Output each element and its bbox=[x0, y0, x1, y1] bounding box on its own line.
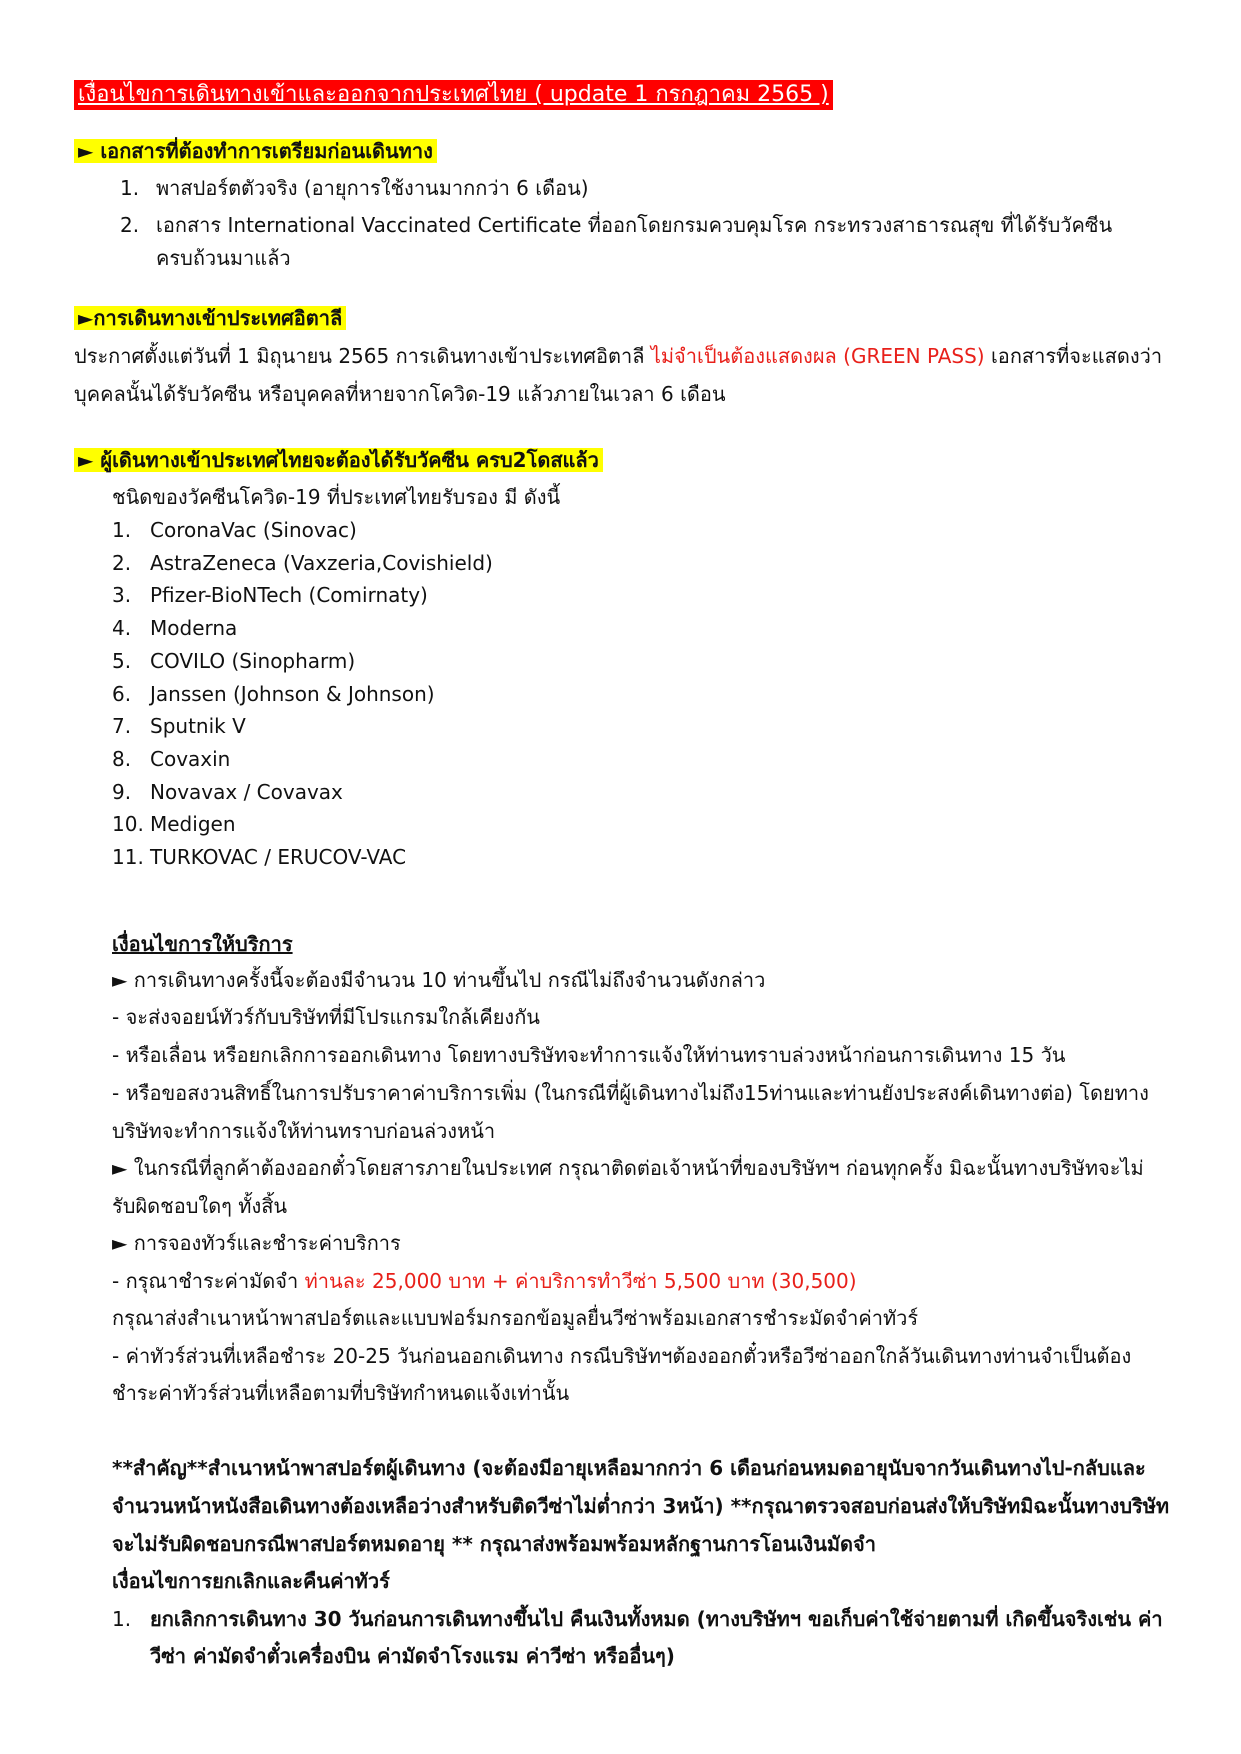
vaccine-item-num: 8. bbox=[112, 747, 132, 771]
service-line-6: ► ในกรณีที่ลูกค้าต้องออกตั๋วโดยสารภายในประเทศ กรุณาติดต่อเจ้าหน้าที่ของบริษัทฯ ก่อนทุกครั้ง มิฉะนั้นทางบริษัทจะไม่ bbox=[112, 1156, 1144, 1180]
service-line-9-pre: - กรุณาชำระค่ามัดจำ bbox=[112, 1269, 305, 1293]
docs-item-2-num: 2. bbox=[120, 213, 140, 237]
vaccine-heading: ► ผู้เดินทางเข้าประเทศไทยจะต้องได้รับวัคซีน ครบ2โดสแล้ว bbox=[74, 448, 603, 472]
cancel-heading: เงื่อนไขการยกเลิกและคืนค่าทัวร์ bbox=[112, 1569, 390, 1593]
service-line-12: ชำระค่าทัวร์ส่วนที่เหลือตามที่บริษัทกำหนดแจ้งเท่านั้น bbox=[112, 1381, 570, 1405]
page-title: เงื่อนไขการเดินทางเข้าและออกจากประเทศไทย ( update 1 กรกฎาคม 2565 ) bbox=[74, 80, 833, 110]
vaccine-item: COVILO (Sinopharm) bbox=[150, 649, 356, 673]
vaccine-item: Novavax / Covavax bbox=[150, 780, 343, 804]
cancel-item-1-line-1: ยกเลิกการเดินทาง 30 วันก่อนการเดินทางขึ้นไป คืนเงินทั้งหมด (ทางบริษัทฯ ขอเก็บค่าใช้จ่ายตามที่ เกิดขึ้นจริงเช่น ค่า bbox=[150, 1607, 1163, 1631]
docs-heading: ► เอกสารที่ต้องทำการเตรียมก่อนเดินทาง bbox=[74, 139, 437, 163]
vaccine-item-num: 10. bbox=[112, 812, 144, 836]
vaccine-item: Medigen bbox=[150, 812, 236, 836]
vaccine-item: TURKOVAC / ERUCOV-VAC bbox=[150, 845, 407, 869]
service-line-2: - จะส่งจอยน์ทัวร์กับบริษัทที่มีโปรแกรมใกล้เคียงกัน bbox=[112, 1005, 540, 1029]
service-line-10: กรุณาส่งสำเนาหน้าพาสปอร์ตและแบบฟอร์มกรอกข้อมูลยื่นวีซ่าพร้อมเอกสารชำระมัดจำค่าทัวร์ bbox=[112, 1306, 919, 1330]
docs-item-2-text: เอกสาร International Vaccinated Certificate ที่ออกโดยกรมควบคุมโรค กระทรวงสาธารณสุข ที่ได้รับวัคซีน bbox=[156, 213, 1113, 237]
service-line-9 bbox=[112, 1266, 857, 1296]
vaccine-item-num: 7. bbox=[112, 714, 132, 738]
vaccine-item: Moderna bbox=[150, 616, 238, 640]
vaccine-item-num: 6. bbox=[112, 682, 132, 706]
vaccine-item-num: 2. bbox=[112, 551, 132, 575]
docs-item-1-text: พาสปอร์ตตัวจริง (อายุการใช้งานมากกว่า 6 เดือน) bbox=[156, 176, 589, 200]
italy-line-1 bbox=[74, 341, 1162, 371]
service-line-7: รับผิดชอบใดๆ ทั้งสิ้น bbox=[112, 1194, 288, 1218]
service-line-8: ► การจองทัวร์และชำระค่าบริการ bbox=[112, 1231, 401, 1255]
vaccine-item-num: 4. bbox=[112, 616, 132, 640]
service-heading: เงื่อนไขการให้บริการ bbox=[112, 932, 293, 956]
vaccine-item-num: 9. bbox=[112, 780, 132, 804]
vaccine-item: AstraZeneca (Vaxzeria,Covishield) bbox=[150, 551, 493, 575]
deposit-amount: ท่านละ 25,000 บาท + ค่าบริการทำวีซ่า 5,500 บาท (30,500) bbox=[304, 1269, 857, 1293]
italy-heading: ►การเดินทางเข้าประเทศอิตาลี bbox=[74, 306, 346, 330]
service-line-11: - ค่าทัวร์ส่วนที่เหลือชำระ 20-25 วันก่อนออกเดินทาง กรณีบริษัทฯต้องออกตั๋วหรือวีซ่าออกใกล้วันเดินทางท่านจำเป็นต้อง bbox=[112, 1344, 1132, 1368]
vaccine-item: Covaxin bbox=[150, 747, 231, 771]
vaccine-item: Janssen (Johnson & Johnson) bbox=[150, 682, 435, 706]
docs-item-2-cont: ครบถ้วนมาแล้ว bbox=[156, 246, 291, 270]
service-line-4: - หรือขอสงวนสิทธิ์ในการปรับราคาค่าบริการเพิ่ม (ในกรณีที่ผู้เดินทางไม่ถึง15ท่านและท่านยังประสงค์เดินทางต่อ) โดยทาง bbox=[112, 1081, 1149, 1105]
service-line-3: - หรือเลื่อน หรือยกเลิกการออกเดินทาง โดยทางบริษัทจะทำการแจ้งให้ท่านทราบล่วงหน้าก่อนการเดินทาง 15 วัน bbox=[112, 1043, 1066, 1067]
vaccine-item-num: 11. bbox=[112, 845, 144, 869]
docs-item-1-num: 1. bbox=[120, 176, 140, 200]
vaccine-heading-wrap bbox=[74, 445, 603, 475]
vaccine-item-num: 5. bbox=[112, 649, 132, 673]
italy-line-1-red: ไม่จำเป็นต้องแสดงผล (GREEN PASS) bbox=[650, 344, 985, 368]
vaccine-item-num: 1. bbox=[112, 518, 132, 542]
vaccine-item: CoronaVac (Sinovac) bbox=[150, 518, 357, 542]
italy-line-2: บุคคลนั้นได้รับวัคซีน หรือบุคคลที่หายจากโควิด-19 แล้วภายในเวลา 6 เดือน bbox=[74, 382, 726, 406]
important-line-2: จำนวนหน้าหนังสือเดินทางต้องเหลือว่างสำหรับติดวีซ่าไม่ต่ำกว่า 3หน้า) **กรุณาตรวจสอบก่อนส่งให้บริษัทมิฉะนั้นทางบริษัท bbox=[112, 1494, 1170, 1518]
italy-heading-wrap bbox=[74, 303, 346, 333]
vaccine-item: Pfizer-BioNTech (Comirnaty) bbox=[150, 583, 428, 607]
vaccine-item: Sputnik V bbox=[150, 714, 246, 738]
important-line-1: **สำคัญ**สำเนาหน้าพาสปอร์ตผู้เดินทาง (จะต้องมีอายุเหลือมากกว่า 6 เดือนก่อนหมดอายุนับจากวันเดินทางไป-กลับและ bbox=[112, 1456, 1146, 1480]
service-line-5: บริษัทจะทำการแจ้งให้ท่านทราบก่อนล่วงหน้า bbox=[112, 1119, 496, 1143]
italy-line-1-pre: ประกาศตั้งแต่วันที่ 1 มิถุนายน 2565 การเดินทางเข้าประเทศอิตาลี bbox=[74, 344, 651, 368]
important-line-3: จะไม่รับผิดชอบกรณีพาสปอร์ตหมดอายุ ** กรุณาส่งพร้อมพร้อมหลักฐานการโอนเงินมัดจำ bbox=[112, 1532, 876, 1556]
service-line-1: ► การเดินทางครั้งนี้จะต้องมีจำนวน 10 ท่านขึ้นไป กรณีไม่ถึงจำนวนดังกล่าว bbox=[112, 968, 766, 992]
italy-line-1-post: เอกสารที่จะแสดงว่า bbox=[984, 344, 1163, 368]
vaccine-intro: ชนิดของวัคซีนโควิด-19 ที่ประเทศไทยรับรอง มี ดังนี้ bbox=[112, 485, 561, 509]
cancel-item-1-num: 1. bbox=[112, 1607, 132, 1631]
docs-heading-wrap bbox=[74, 136, 437, 166]
vaccine-item-num: 3. bbox=[112, 583, 132, 607]
cancel-item-1-line-2: วีซ่า ค่ามัดจำตั๋วเครื่องบิน ค่ามัดจำโรงแรม ค่าวีซ่า หรืออื่นๆ) bbox=[150, 1644, 675, 1668]
